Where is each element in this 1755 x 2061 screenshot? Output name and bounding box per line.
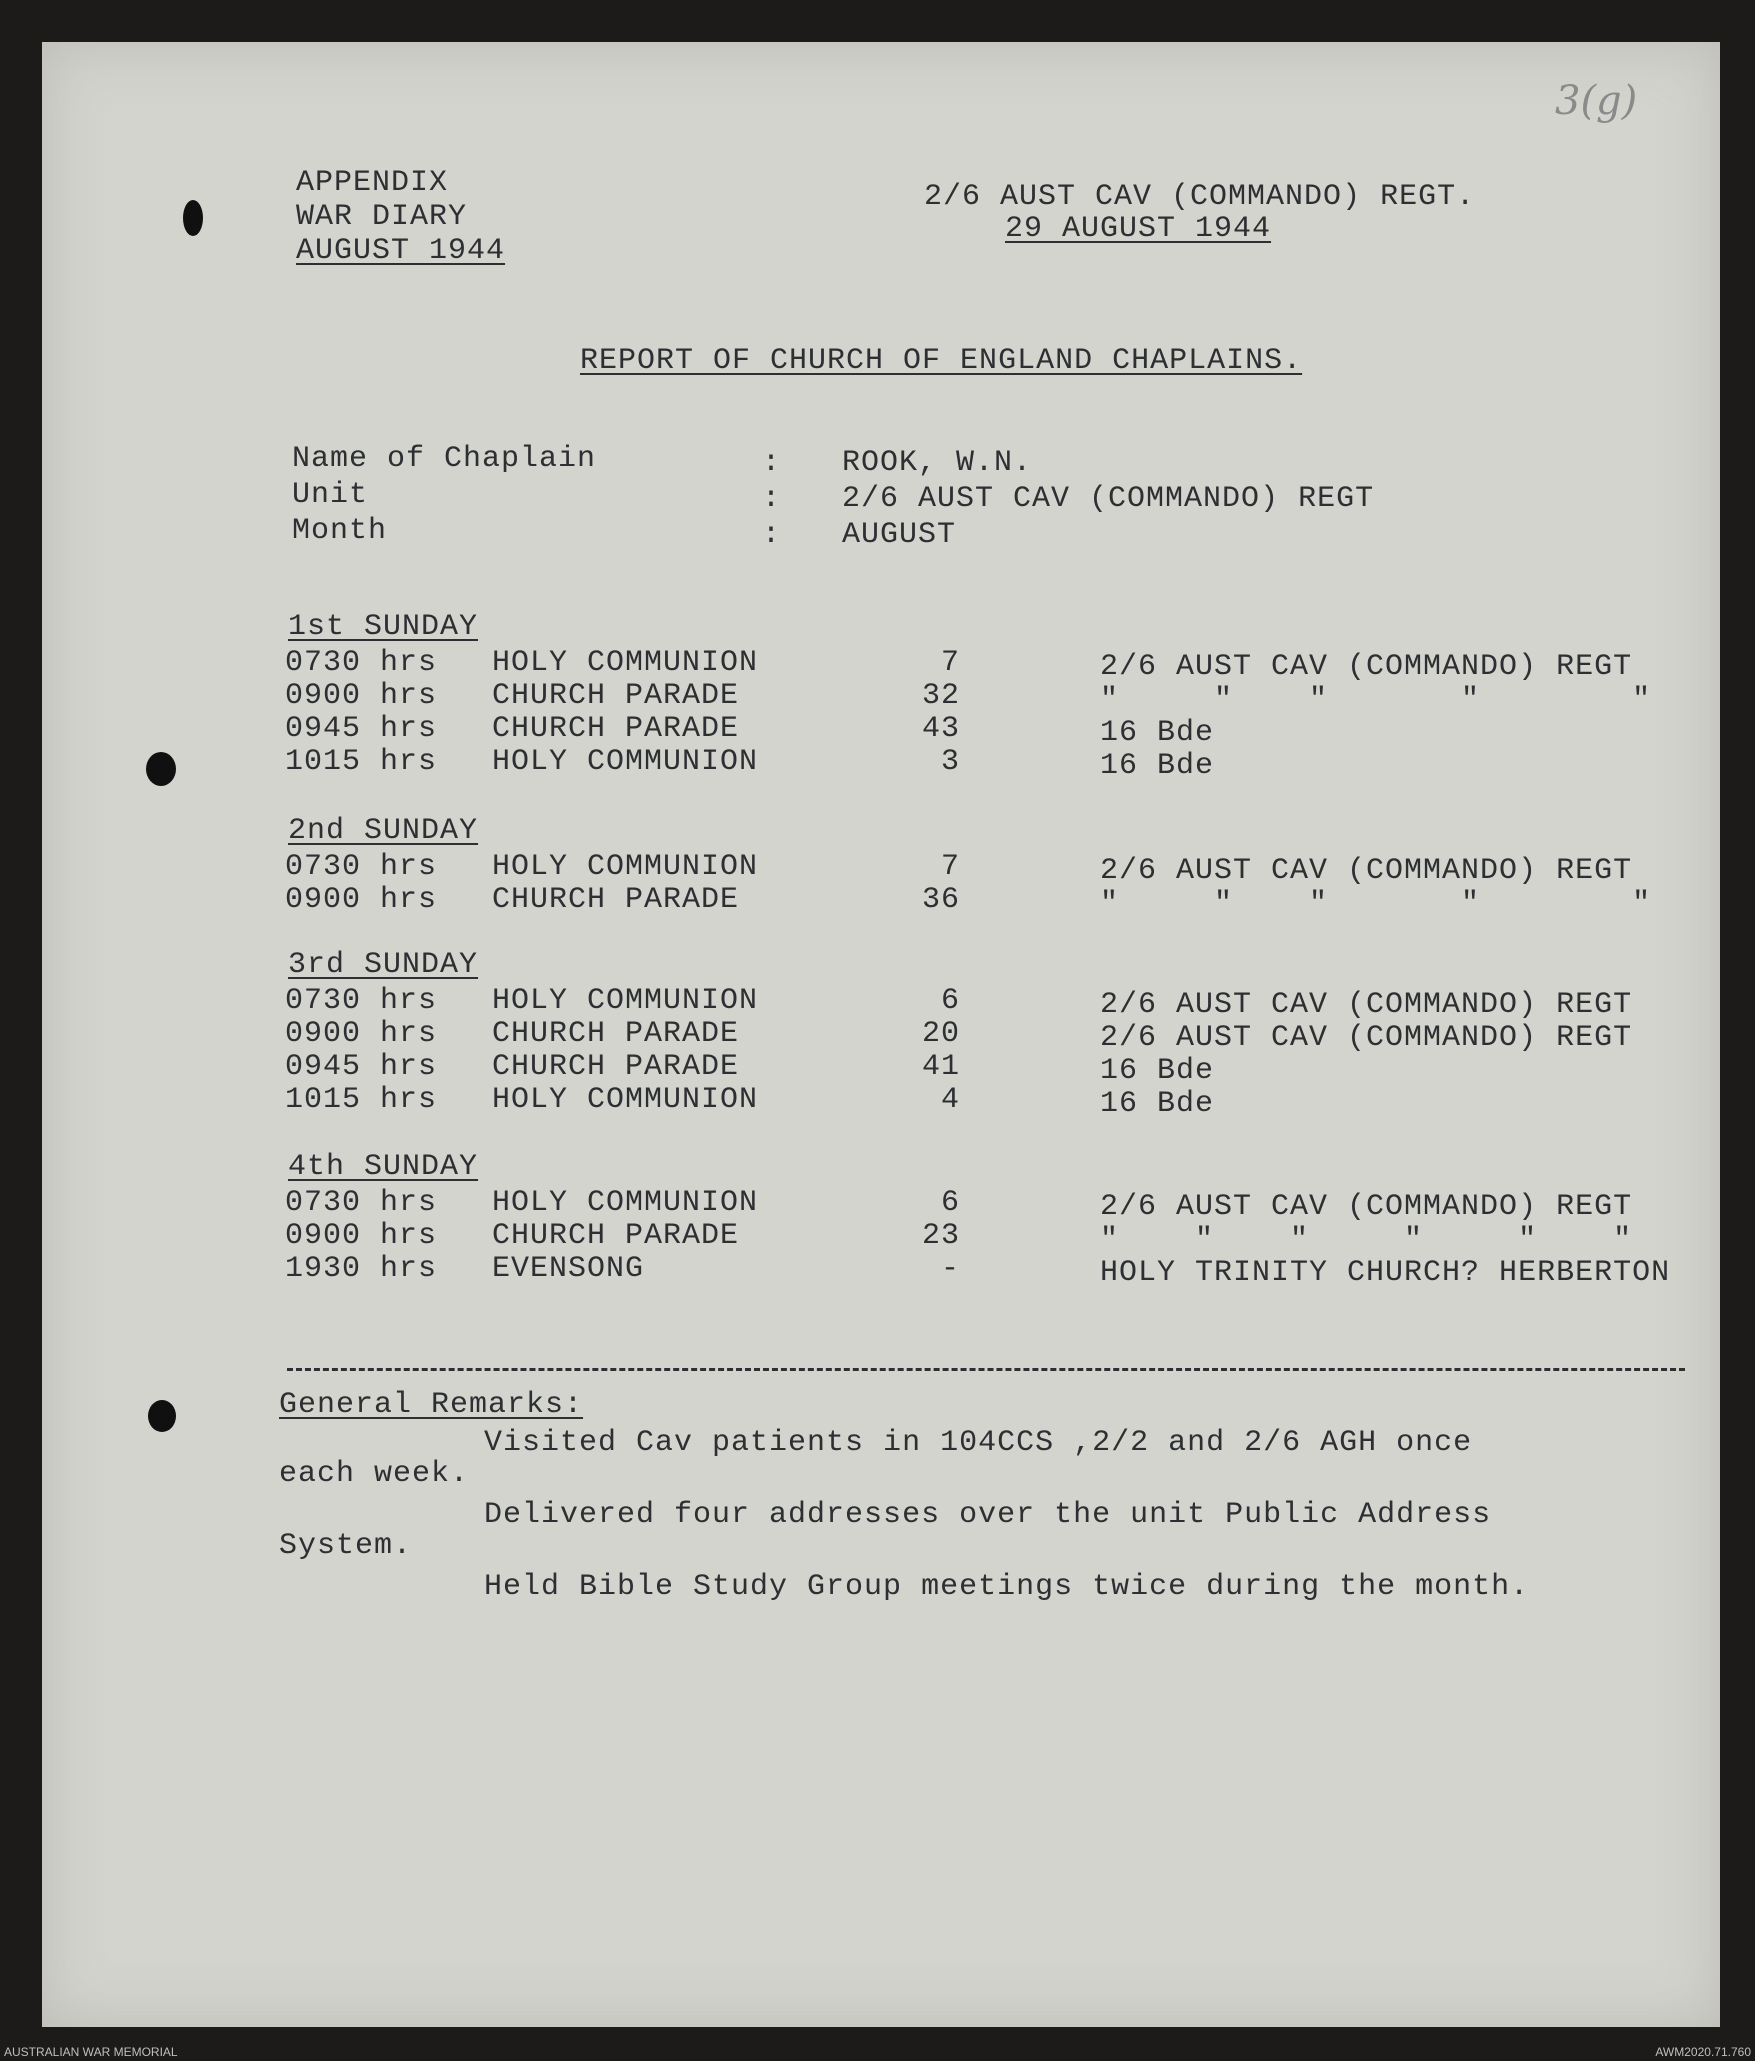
section-heading: 3rd SUNDAY	[288, 948, 479, 982]
attendance-count: 6	[940, 1186, 960, 1220]
service-unit: " " " " "	[1100, 683, 1652, 717]
info-value: AUGUST	[842, 518, 957, 552]
service-time: 0730 hrs	[285, 850, 438, 884]
service-name: CHURCH PARADE	[492, 712, 740, 746]
remark-line: Held Bible Study Group meetings twice during the month.	[484, 1570, 1530, 1604]
footer-left: AUSTRALIAN WAR MEMORIAL	[4, 2045, 178, 2059]
attendance-count: 41	[921, 1050, 960, 1084]
attendance-count: 7	[940, 646, 960, 680]
attendance-count: 3	[940, 745, 960, 779]
section-heading: 1st SUNDAY	[288, 610, 479, 644]
service-unit: " " " " " "	[1100, 1223, 1633, 1257]
handwritten-note: 3(g)	[1555, 78, 1638, 124]
service-unit: 2/6 AUST CAV (COMMANDO) REGT	[1100, 988, 1633, 1022]
footer-right: AWM2020.71.760	[1655, 2045, 1751, 2059]
service-time: 0945 hrs	[285, 712, 438, 746]
attendance-count: 20	[921, 1017, 960, 1051]
service-name: HOLY COMMUNION	[492, 984, 759, 1018]
service-time: 0900 hrs	[285, 679, 438, 713]
service-unit: 16 Bde	[1100, 749, 1215, 783]
attendance-count: -	[940, 1252, 960, 1286]
info-colon: :	[762, 446, 782, 480]
punch-hole	[183, 200, 203, 236]
service-time: 1015 hrs	[285, 745, 438, 779]
service-unit: 2/6 AUST CAV (COMMANDO) REGT	[1100, 1190, 1633, 1224]
service-time: 0730 hrs	[285, 1186, 438, 1220]
attendance-count: 7	[940, 850, 960, 884]
info-value: 2/6 AUST CAV (COMMANDO) REGT	[842, 482, 1375, 516]
service-unit: 2/6 AUST CAV (COMMANDO) REGT	[1100, 650, 1633, 684]
service-time: 0730 hrs	[285, 984, 438, 1018]
remarks-heading: General Remarks:	[279, 1388, 584, 1422]
service-time: 0900 hrs	[285, 1219, 438, 1253]
service-name: CHURCH PARADE	[492, 1017, 740, 1051]
service-name: EVENSONG	[492, 1252, 645, 1286]
service-name: CHURCH PARADE	[492, 679, 740, 713]
service-name: HOLY COMMUNION	[492, 745, 759, 779]
service-unit: 16 Bde	[1100, 1087, 1215, 1121]
service-time: 0730 hrs	[285, 646, 438, 680]
attendance-count: 36	[921, 883, 960, 917]
attendance-count: 4	[940, 1083, 960, 1117]
section-heading: 4th SUNDAY	[288, 1150, 479, 1184]
service-name: HOLY COMMUNION	[492, 1186, 759, 1220]
attendance-count: 6	[940, 984, 960, 1018]
remark-line: Visited Cav patients in 104CCS ,2/2 and 2/6 AGH once	[484, 1426, 1473, 1460]
header-left-line: APPENDIX	[296, 166, 449, 200]
info-colon: :	[762, 518, 782, 552]
service-name: HOLY COMMUNION	[492, 1083, 759, 1117]
header-unit: 2/6 AUST CAV (COMMANDO) REGT.	[924, 180, 1476, 214]
attendance-count: 32	[921, 679, 960, 713]
service-time: 0900 hrs	[285, 1017, 438, 1051]
attendance-count: 23	[921, 1219, 960, 1253]
service-unit: " " " " "	[1100, 887, 1652, 921]
service-time: 1015 hrs	[285, 1083, 438, 1117]
divider	[287, 1368, 1685, 1371]
service-name: CHURCH PARADE	[492, 1219, 740, 1253]
service-time: 0900 hrs	[285, 883, 438, 917]
header-left-line: WAR DIARY	[296, 200, 468, 234]
service-unit: HOLY TRINITY CHURCH? HERBERTON	[1100, 1256, 1671, 1290]
attendance-count: 43	[921, 712, 960, 746]
remark-line: Delivered four addresses over the unit Public Address	[484, 1498, 1492, 1532]
service-time: 1930 hrs	[285, 1252, 438, 1286]
remark-line: System.	[279, 1529, 413, 1563]
info-value: ROOK, W.N.	[842, 446, 1033, 480]
section-heading: 2nd SUNDAY	[288, 814, 479, 848]
service-unit: 16 Bde	[1100, 1054, 1215, 1088]
info-label: Unit	[292, 478, 369, 512]
service-unit: 2/6 AUST CAV (COMMANDO) REGT	[1100, 854, 1633, 888]
header-date: 29 AUGUST 1944	[1005, 212, 1272, 246]
info-colon: :	[762, 482, 782, 516]
service-name: HOLY COMMUNION	[492, 850, 759, 884]
service-name: CHURCH PARADE	[492, 883, 740, 917]
service-unit: 16 Bde	[1100, 716, 1215, 750]
info-label: Month	[292, 514, 388, 548]
service-time: 0945 hrs	[285, 1050, 438, 1084]
page-title: REPORT OF CHURCH OF ENGLAND CHAPLAINS.	[580, 344, 1303, 378]
punch-hole	[146, 752, 176, 786]
header-left-line: AUGUST 1944	[296, 234, 506, 268]
service-unit: 2/6 AUST CAV (COMMANDO) REGT	[1100, 1021, 1633, 1055]
info-label: Name of Chaplain	[292, 442, 597, 476]
remark-line: each week.	[279, 1457, 470, 1491]
punch-hole	[148, 1400, 176, 1432]
service-name: HOLY COMMUNION	[492, 646, 759, 680]
service-name: CHURCH PARADE	[492, 1050, 740, 1084]
